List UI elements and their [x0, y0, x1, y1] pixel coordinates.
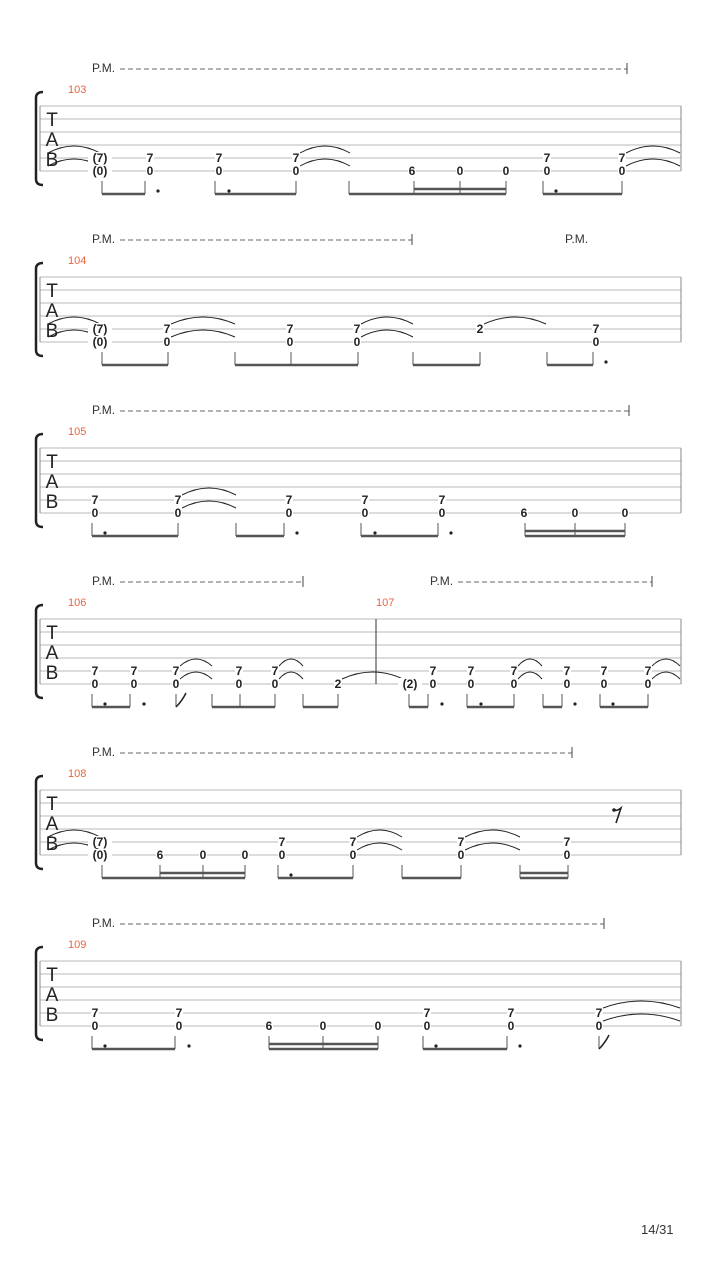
fret-number: 7 [292, 151, 300, 165]
tie-arc [465, 830, 520, 837]
tie-arc [180, 659, 212, 666]
fret-number: 6 [156, 848, 164, 862]
tab-system [36, 745, 681, 878]
tie-arc [300, 146, 350, 153]
fret-number: 7 [507, 1006, 515, 1020]
fret-number: 7 [215, 151, 223, 165]
tie-arc [342, 672, 403, 679]
bar-number: 108 [68, 768, 87, 780]
bar-number: 106 [68, 597, 87, 609]
tie-arc [182, 501, 236, 508]
rhythm-dot [187, 1044, 190, 1047]
fret-number: 0 [235, 677, 243, 691]
rhythm-dot [604, 360, 607, 363]
fret-number: 0 [621, 506, 629, 520]
tab-clef-letter: T [46, 623, 58, 644]
fret-number: (0) [92, 335, 108, 349]
fret-number: 2 [334, 677, 342, 691]
fret-number: 7 [91, 664, 99, 678]
fret-number: 0 [467, 677, 475, 691]
tab-clef-letter: A [45, 643, 59, 664]
tie-arc [279, 672, 303, 679]
fret-number: 2 [476, 322, 484, 336]
fret-number: 0 [292, 164, 300, 178]
fret-number: 0 [429, 677, 437, 691]
fret-number: 7 [163, 322, 171, 336]
fret-number: 6 [408, 164, 416, 178]
fret-number: 0 [285, 506, 293, 520]
fret-number: 7 [563, 664, 571, 678]
fret-number: 0 [563, 677, 571, 691]
fret-number: 0 [543, 164, 551, 178]
rhythm-dot [479, 702, 482, 705]
rhythm-dot [295, 531, 298, 534]
tie-arc [603, 1014, 680, 1021]
tie-arc [171, 317, 235, 324]
fret-number: 0 [91, 677, 99, 691]
tab-clef-letter: A [45, 130, 59, 151]
fret-number: 7 [286, 322, 294, 336]
fret-number: 0 [163, 335, 171, 349]
fret-number: (2) [402, 677, 418, 691]
fret-number: 0 [571, 506, 579, 520]
fret-number: 7 [457, 835, 465, 849]
fret-number: 0 [91, 1019, 99, 1033]
tie-arc [361, 330, 413, 337]
tab-system [36, 232, 681, 365]
fret-number: 0 [319, 1019, 327, 1033]
fret-number: (7) [92, 322, 108, 336]
tie-arc [626, 146, 680, 153]
tab-clef-letter: T [46, 281, 58, 302]
fret-number: 7 [235, 664, 243, 678]
fret-number: 7 [146, 151, 154, 165]
tab-clef-letter: B [45, 663, 59, 684]
fret-number: 7 [271, 664, 279, 678]
fret-number: 0 [600, 677, 608, 691]
fret-number: 0 [374, 1019, 382, 1033]
rhythm-dot [434, 1044, 437, 1047]
rhythm-dot [103, 1044, 106, 1047]
fret-number: 7 [172, 664, 180, 678]
rhythm-dot [227, 189, 230, 192]
fret-number: 7 [592, 322, 600, 336]
fret-number: 7 [595, 1006, 603, 1020]
fret-number: 0 [172, 677, 180, 691]
tab-system [36, 403, 681, 536]
fret-number: 0 [457, 848, 465, 862]
rhythm-dot [156, 189, 159, 192]
rhythm-dot [373, 531, 376, 534]
note-flag [599, 1035, 609, 1049]
fret-number: 7 [130, 664, 138, 678]
bar-number: 104 [68, 255, 87, 267]
fret-number: 0 [349, 848, 357, 862]
palm-mute-label: P.M. [92, 916, 116, 930]
tie-arc [518, 672, 542, 679]
fret-number: 0 [510, 677, 518, 691]
tie-arc [300, 159, 350, 166]
fret-number: 0 [271, 677, 279, 691]
fret-number: (7) [92, 835, 108, 849]
tie-arc [171, 330, 235, 337]
fret-number: 7 [349, 835, 357, 849]
fret-number: 0 [507, 1019, 515, 1033]
fret-number: 0 [91, 506, 99, 520]
rest-dot [612, 808, 616, 812]
tie-arc [357, 830, 402, 837]
rhythm-dot [449, 531, 452, 534]
fret-number: 7 [285, 493, 293, 507]
fret-number: 7 [91, 1006, 99, 1020]
tie-arc [180, 672, 212, 679]
fret-number: (0) [92, 164, 108, 178]
fret-number: 7 [563, 835, 571, 849]
tab-clef-letter: A [45, 472, 59, 493]
fret-number: 7 [618, 151, 626, 165]
fret-number: 6 [520, 506, 528, 520]
rhythm-dot [440, 702, 443, 705]
bar-number: 103 [68, 84, 87, 96]
fret-number: 0 [456, 164, 464, 178]
fret-number: 7 [423, 1006, 431, 1020]
fret-number: 0 [361, 506, 369, 520]
tie-arc [182, 488, 236, 495]
fret-number: 0 [644, 677, 652, 691]
bar-number: 109 [68, 939, 87, 951]
rhythm-dot [554, 189, 557, 192]
tie-arc [357, 843, 402, 850]
tab-clef-letter: T [46, 110, 58, 131]
tab-clef-letter: B [45, 492, 59, 513]
tab-system [36, 916, 681, 1049]
rhythm-dot [142, 702, 145, 705]
tab-clef-letter: A [45, 301, 59, 322]
rhythm-dot [103, 531, 106, 534]
tie-arc [652, 659, 680, 666]
tab-clef-letter: B [45, 150, 59, 171]
fret-number: 7 [278, 835, 286, 849]
tab-clef-letter: T [46, 965, 58, 986]
tab-clef-letter: B [45, 321, 59, 342]
fret-number: 7 [644, 664, 652, 678]
rhythm-dot [518, 1044, 521, 1047]
bar-number: 105 [68, 426, 87, 438]
fret-number: (7) [92, 151, 108, 165]
tie-arc [626, 159, 680, 166]
tie-arc [518, 659, 542, 666]
fret-number: 0 [278, 848, 286, 862]
fret-number: 0 [353, 335, 361, 349]
tie-arc [279, 659, 303, 666]
tie-arc [603, 1001, 680, 1008]
tie-arc [652, 672, 680, 679]
fret-number: 0 [595, 1019, 603, 1033]
fret-number: 0 [563, 848, 571, 862]
rhythm-dot [611, 702, 614, 705]
palm-mute-label: P.M. [92, 745, 116, 759]
fret-number: 0 [592, 335, 600, 349]
rhythm-dot [573, 702, 576, 705]
fret-number: 7 [429, 664, 437, 678]
fret-number: 0 [423, 1019, 431, 1033]
fret-number: 7 [543, 151, 551, 165]
tab-clef-letter: T [46, 452, 58, 473]
tab-clef-letter: B [45, 834, 59, 855]
fret-number: 0 [215, 164, 223, 178]
note-flag [176, 693, 186, 707]
bar-number: 107 [376, 597, 395, 609]
fret-number: 7 [361, 493, 369, 507]
fret-number: 7 [174, 493, 182, 507]
fret-number: 7 [600, 664, 608, 678]
fret-number: 7 [91, 493, 99, 507]
tab-system [36, 574, 681, 707]
fret-number: 0 [174, 506, 182, 520]
rhythm-dot [289, 873, 292, 876]
tab-clef-letter: T [46, 794, 58, 815]
page-number: 14/31 [641, 1222, 674, 1237]
fret-number: 0 [502, 164, 510, 178]
tie-arc [361, 317, 413, 324]
fret-number: 0 [130, 677, 138, 691]
fret-number: 0 [438, 506, 446, 520]
tab-system [36, 61, 681, 194]
fret-number: 7 [467, 664, 475, 678]
palm-mute-label: P.M. [92, 232, 116, 246]
palm-mute-label: P.M. [92, 403, 116, 417]
fret-number: 0 [618, 164, 626, 178]
fret-number: 7 [175, 1006, 183, 1020]
palm-mute-label: P.M. [430, 574, 454, 588]
fret-number: 7 [353, 322, 361, 336]
palm-mute-label: P.M. [565, 232, 589, 246]
fret-number: (0) [92, 848, 108, 862]
fret-number: 7 [510, 664, 518, 678]
fret-number: 0 [241, 848, 249, 862]
tie-arc [465, 843, 520, 850]
tie-arc [484, 317, 546, 324]
palm-mute-label: P.M. [92, 574, 116, 588]
fret-number: 0 [146, 164, 154, 178]
fret-number: 6 [265, 1019, 273, 1033]
fret-number: 7 [438, 493, 446, 507]
tab-clef-letter: A [45, 985, 59, 1006]
fret-number: 0 [175, 1019, 183, 1033]
palm-mute-label: P.M. [92, 61, 116, 75]
tab-clef-letter: B [45, 1005, 59, 1026]
rhythm-dot [103, 702, 106, 705]
tab-clef-letter: A [45, 814, 59, 835]
fret-number: 0 [199, 848, 207, 862]
fret-number: 0 [286, 335, 294, 349]
